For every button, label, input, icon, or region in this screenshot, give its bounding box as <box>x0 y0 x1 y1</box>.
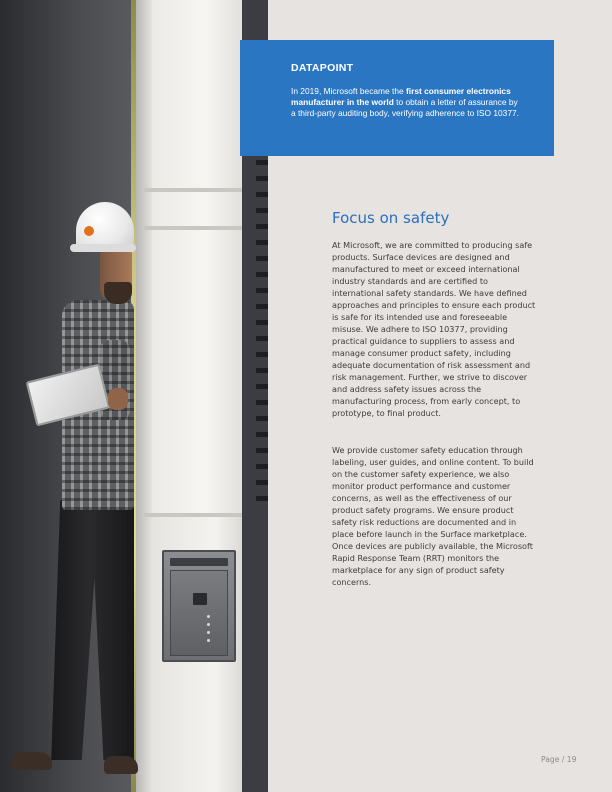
worker-beard <box>104 282 132 304</box>
worker-photo <box>0 0 268 792</box>
worker-shoe <box>12 752 52 770</box>
body-paragraph: We provide customer safety education through labeling, user guides, and online content. To build on the customer safety experience, we also monitor product performance and customer concerns, as well as the effectiveness of our product safety programs. We ensure product safety risk reductions are documented and in place before launch in the Surface marketplace. Once devices are publicly available, the Microsoft Rapid Response Team (RRT) monitors the marketplace for any sign of product safety concerns. <box>332 445 534 587</box>
hard-hat <box>76 202 134 250</box>
datapoint-text-intro: In 2019, Microsoft became the <box>291 86 406 96</box>
page-number: Page / 19 <box>541 755 577 764</box>
worker-legs <box>44 500 134 760</box>
datapoint-text-bold: first consumer electronics manufacturer in the world <box>291 86 511 107</box>
datapoint-text <box>291 86 520 119</box>
mailbox-panel <box>170 570 228 656</box>
keypad-dot <box>207 615 210 618</box>
hard-hat-brim <box>70 244 136 252</box>
worker-figure <box>0 0 268 792</box>
keypad-dot <box>207 631 210 634</box>
body-paragraph: At Microsoft, we are committed to producing safe products. Surface devices are designed and manufactured to meet or exceed international industry standards and are certified to international safety standards. We have defined approaches and principles to ensure each product is safe for its intended use and foreseeable misuse. We adhere to ISO 10377, providing practical guidance to suppliers to assess and manage consumer product safety, including adequate documentation of risk assessment and risk management. Further, we strive to discover and address safety issues across the manufacturing process, from early concept, to prototype, to final product. <box>332 240 536 418</box>
keypad-dot <box>207 623 210 626</box>
keypad-dot <box>207 639 210 642</box>
mailbox-slot <box>170 558 228 566</box>
datapoint-callout <box>240 40 554 156</box>
datapoint-label: DATAPOINT <box>291 62 354 74</box>
section-heading: Focus on safety <box>332 209 450 227</box>
hard-hat-logo-icon <box>84 226 94 236</box>
worker-shoe <box>104 756 138 774</box>
wall-mailbox <box>162 550 236 662</box>
keypad-icon <box>193 593 207 605</box>
datapoint-text-rest: to obtain a letter of assurance by a third-party auditing body, verifying adherence to ISO 10377. <box>291 97 519 118</box>
worker-hand <box>108 388 128 410</box>
